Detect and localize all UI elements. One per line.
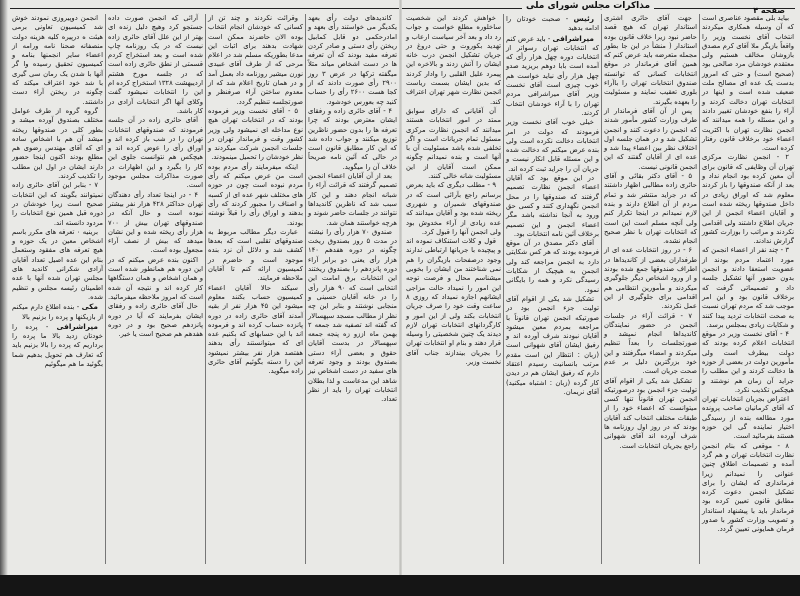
paragraph (12, 107, 103, 181)
paragraph (702, 330, 794, 395)
paragraph (308, 172, 397, 228)
paragraph (108, 116, 203, 190)
paragraph-text: اعتراض بجریان انتخابات تهران که آقای کرمانیان صاحب پرونده مورد مطالعه بنده از رسیدگی اختیار نماینده گی این حوزه هستند بفرمائید است. (702, 395, 794, 441)
column-3 (506, 14, 599, 397)
paragraph (208, 14, 303, 107)
paragraph-text: آرائی که انجمن صورت داده جستجو کرد وهیچ دلیل زنده ای بهتر از این علل آقای حائری زاده نیست که در یک روزنامه چاپ شده است و بعد استخراج کردم قسمتی از نطق حائری زاده است که در جلسه مورخ هشتم اردیبهشت ۱۳۲۸ استخراج کرده ام این را انتخابات نمیشود گفت وکلای آنها اگر انتخابات آزادی در کار باشد. (108, 14, 204, 115)
paragraph (506, 174, 599, 239)
paragraph-text: خواهش کردند این شخصیت ساخلوره مطلع خواست و جواب رد داد و بعد آخر سیاست ارعاب و تهدید بکوروت و حتی دروغ در جریان تشکیل انجمن درب خانه ایشان را آتش زدند و بالاخره این پیمرد علیل القلبی را وادار کردند که بدین ایشان بسمت ریاست انجمن نظارت شهر تهران اعتراف کند. (406, 14, 501, 106)
paragraph-text: - بنده اطلاع دارم میکنم از بازیکنها و پرده را بزنیم بالا (12, 303, 103, 321)
paragraph-text: ۴ - آقای نخست وزیر در موقع انتخابات اعلام کرده بودند که دولت بیطرف است ولی مأمورین دولت در بعضی از حوزه ها دخالت کردند و این مطلب را جراید آن زمان هم نوشتند و هیچکس تکذیب نکرد. (702, 330, 794, 394)
paragraph-text: ۳ - چند نفر از اعضاء انجمن که مورد اعتماد مردم بودند از عضویت استعفا دادند و انجمن بدون حضور آنها تشکیل جلسه داد و تصمیماتی گرفت که برخلاف قانون بود و این امر موجب شد که مردم تهران نسبت به صحت انتخابات تردید پیدا کنند و شکایات زیادی بمجلس برسد. (702, 246, 794, 329)
paragraph (208, 228, 303, 284)
paragraph (208, 284, 303, 377)
paragraph (702, 14, 794, 153)
column-divider (699, 14, 700, 564)
column-divider (205, 14, 206, 564)
paragraph (12, 181, 103, 227)
paragraph-text: ۴ - در اینجا تعداد رأی دهندگان تهران حداکثر ۴۲۸ هزار نفر بیشتر نبوده است و حال آنکه در صندوقهای تهران بیش از ۷۰۰ هزار رأی ریخته شده و این نشان میدهد که بیش از نصف آراء مجعول بوده است. (108, 190, 204, 255)
paragraph (604, 107, 697, 172)
paragraph (604, 246, 697, 311)
paragraph (308, 228, 397, 405)
paragraph-text: گروه گروه از طرف عوامل مختلف بصندوق آورده میشد و بطور کلی در صندوقها ریخته میشد آن هم با اشخاص ساده ای که آقای مهندس رضوی هم مطلع بودند اکنون اینجا حضور دارند ایشان در اول این مطلب را تکذیب کردند. (12, 106, 103, 181)
column-divider (305, 14, 306, 564)
paragraph-text: بیاید بلی مقصود عناصری است که آن وسیله همکاری میکردند انتخاب آقای نخست وزیر را واقعاً بازیگر ملا آقای کرم مصدق بازوشان مخالف هستیم ولی معتقدم خودشان مرد صالحی بود (صحیح است) و حتی که امروز بدست یک عده ای مصالح ملت ضعیف شده است و اینها در انتخابات تهران دخالت کردند و آراء را بنفع خودشان تغییر دادند و این مسئله را همه میدانند که انجمن نظارت تهران با اکثریت اعضاء خود برخلاف قانون رفتار کرده است. (702, 14, 794, 153)
speaker-name: میراشرافی (56, 321, 98, 331)
paragraph-text: قول و کلات استنکاف نموده اند و پیچیده با جریانها ارتباطی ندارند وجود درصفحات بازیگران را هم نمی شناختند من ایشان را بخوبی میشناسم محال و فرصت توجه این امور را نمیداد حالت مزاجی ایشانهم اجازه نمیداد که روزی ۸ ساعت وقت خود را صرف جریان انتخابات بکند ولی از این امور و کارگردانهای انتخابات تهران لازم دیدند یک چنین شخصیتی را وسیله قرار دهند و بنام او انتخابات تهران را بجریان بیندازند جناب آقای نخست وزیر. (406, 237, 501, 366)
paragraph-text: تشکیل شد یکی از اقوام آقای تولیت جزء انجمن بود درصورتیکه انجمن تهران قانوناً تنها کسی میتوانست که اعضاء خود را از طبقات مختلف انتخاب کند آقایان بودند که در روز اول روزنامه ها شرف آورده اند آقای شهوانی راجع بجریان انتخابات است. (604, 376, 697, 450)
paragraph-text: ۶ - در روز انتخابات عده ای از طرفداران بعضی از کاندیداها در اطراف صندوقها جمع شده بودند و از ورود اشخاص دیگر جلوگیری میکردند و مأمورین انتظامی هم اقدامی برای جلوگیری از این عمل نکردند. (604, 246, 697, 311)
paragraph-text: اینکه میفرمایند رأی مردم بوده است من عرض میکنم که رأی مردم نبوده است چون در حوزه های مختلف شهر عده ای از کسبه و اصناف را مجبور کردند که رأی بدهند و اوراق رأی را قبلاً نوشته بودند. (208, 162, 303, 227)
paragraph-text: در این موقع بود که آقایان اعضاء انجمن نظارت تصمیم گرفتند که صندوقها را در محل انجمن نگهداری کنند و کسی حق ورود به آنجا نداشته باشد مگر اعضاء انجمن و این تصمیم برخلاف آئین نامه انتخابات بود. (506, 174, 599, 238)
paragraph-text: ۴ - آقای حائری زاده و رفقای ایشان معترض بودند که چرا تعرفه ها را بدون حضور ناظرین توزیع میکنند و جواب داده شد که این کار مطابق قانون است در حالی که آئین نامه صریحاً خلاف آن را میگوید. (308, 106, 397, 171)
speaker-name: مکی (81, 302, 98, 312)
paragraph (12, 14, 103, 107)
column-4 (406, 14, 501, 367)
paragraph-text: خیلی خوب آقای نخست وزیر فرمودند که دولت در امر انتخابات دخالت نکرده است ولی بنده عرض میکنم که دخالت شده و این مسئله قابل انکار نیست و جریان آن را جراید ثبت کرده اند. (506, 118, 599, 173)
paragraph (406, 14, 501, 107)
paragraph (308, 14, 397, 107)
speaker-name: میراشرافی (552, 33, 594, 43)
column-7 (108, 14, 203, 339)
paragraph (506, 239, 599, 295)
paragraph (702, 246, 794, 330)
column-2 (604, 14, 697, 451)
paragraph (12, 322, 103, 369)
paragraph (604, 14, 697, 107)
paragraph (604, 172, 697, 246)
page-number: صفحه ۴ (753, 6, 785, 15)
paragraph-text: - پرده را خودتان زدید بالا ما پرده را برداریم که پرده را بالا بزنیم باید که تعارف هم تحویل بدهیم شما بگوئید ما هم میگوئیم (12, 322, 103, 368)
column-divider (105, 14, 106, 564)
paragraph-text: ۲ - انجمن نظارت مرکزی تهران آن وظایفی که قانون برای آن معین کرده بود انجام نداد و بعد از آنکه صندوقها را باز کردند معلوم شد که اوراق زیادی در داخل صندوقها ریخته شده است و آقایان اعضاء انجمن از این جریان اطلاع داشتند ولی اقدامی نکردند و مراتب را بوزارت کشور گزارش ندادند. (702, 153, 794, 246)
paragraph-text: ۷ - بنابر این آقای حائری زاده نمیتوانند بگویند که این انتخابات صحیح است زیرا خودشان در دوره قبل همین نوع انتخابات را مردود دانسته اند. (12, 181, 103, 227)
paragraph (12, 228, 103, 302)
paragraph-text: آقای حائری زاده در آن جلسه فرمودند که صندوقهای انتخابات تهران را در شب باز کرده اند و اوراق رأی را عوض کرده اند و هیچکس هم نتوانست جلوی این کار را بگیرد و این اظهارات در صورت مذاکرات مجلس موجود است. (108, 116, 203, 190)
paragraph-text: اکنون بنده عرض میکنم که در این دوره هم همانطور شده است و همان اشخاص و همان دستگاهها کار کرده اند و نتیجه آن شده است که امروز ملاحظه میفرمائید. (107, 255, 203, 301)
paragraph (406, 107, 501, 181)
page-fold (399, 0, 402, 580)
paragraph-text: ۵ - آقای نخست وزیر فرموده بودند که در انتخابات تهران هیچ نوع مداخله ای نمیشود ولی وزیر کشور وقت و فرماندار تهران در جلسات انجمن شرکت میکردند و نظر خودشان را تحمیل مینمودند. (208, 106, 303, 162)
paragraph-text: برینیه ۰ تعرفه های مکرر باسم اشخاص معین در یک حوزه و هیچ تعرفه های مفقود وستعمل بنام این عده اصیل تعداد آقایان آزادی شکرانی کاندید های مجلس تهران شده آنها با عده اطمینان رئیسه مجلس و تنظیم شده. (12, 227, 103, 301)
column-6 (208, 14, 303, 377)
column-divider (503, 14, 504, 564)
paragraph-text: - باید عرض کنم که انتخابات تهران رسواتر از انتخابات دوره چهل هزار رأی که آمده است بابا دوهم بریزید صدو چهل هزار رأی نباید خواست هم خوب چیزی است آقای نخست وزیر آقای میراشرافی مردم تهران را با آراء خودشان انتخاب کردند. (506, 34, 599, 117)
paragraph-text: ۵ - آقای دکتر بقائی و آقای حائری زاده مطالبی اظهار داشتند که در جراید منتشر شد و تمام مردم از آن اطلاع دارند و بنده لازم نمیدانم در اینجا تکرار کنم ولی آنچه مسلم است این است که انتخابات تهران با نظر صحیح انجام نشده. (604, 172, 697, 246)
paragraph-text: آن آقایانی که دارای سوابق ممتد در امور انتخابات هستند میدانند که انجمن نظارت مرکزی مسئول تمام جریانات است و اگر تخلفی شده باشد مسئولیت آن با آنها است و بنده نمیدانم چگونه ممکن است آقایان از این مسئولیت شانه خالی کنند. (406, 106, 501, 181)
paragraph-text: عبارت دیگر مطالب مربوط به صندوقهای تقلبی است که بعدها کشف شد و دلائل آن نزد بنده موجود است و حاضرم در کمیسیون ارائه کنم تا آقایان ملاحظه فرمایند. (208, 227, 303, 283)
paragraph (506, 118, 599, 174)
paragraph-text: - صحبت خودتان را ادامه بدهید (506, 15, 599, 33)
paragraph-text: ۸ - موقعی که بنام انجمن نظارت انتخابات تهران و هم گرد آمده و تصمیمات اطلاق چنین عنوانی را نمیدانم زیرا فرمانداری که ایشان را برای تشکیل انجمن دعوت کرده مطابق قانون تعیین کرده بود فرماندار باید با پیشنهاد استاندار و تصویب وزارت کشور با صدور فرمان همایونی تعیین گردد. (702, 441, 794, 534)
paragraph (506, 34, 599, 119)
column-divider (601, 14, 602, 564)
paragraph (108, 256, 203, 302)
paragraph-text: سیکند حالا آقایان اعضاء کمیسیون حساب بکنند معلوم میشود این ۴۵ هزار نفر از بقیه آمدند آقای حائری زاده در دوره پانزده حساب کرده اند و فرموده اند با این حسابهای که بکنیم عده ای که میتوانستند رأی بدهند هفتصد هزار نفر بیشتر نمیشود این را دسته بگوئیم آقای حائری زاده میگوید. (208, 283, 303, 376)
scan-edge (0, 575, 800, 596)
section-title: مذاکرات مجلس شورای ملی (522, 1, 654, 11)
paragraph (702, 153, 794, 246)
paragraph-text: تشکیل شد یکی از اقوام آقای تولیت جزء انجمن بود در صورتیکه انجمن تهران قانوناً با مراجعه بمردم معین میشود آقایان نبودند شرف آورده اند و رفیق ایشان آقای شهوانی است (زبان : انتظار این است مقدم مرتب بانسانیت رسیدم اعتقاد دارم که رفیق ایشان هم در دیدن کار گرده (زبان : اشتباه میکنید) آقای نریمان. (506, 294, 599, 396)
paragraph (702, 395, 794, 441)
paragraph-text: پس از آن آقای فرماندار از طرف وزارت کشور مأمور شدند که انجمن را دعوت کنند و انجمن تشکیل شد و در همان جلسه اول اختلاف نظر بین اعضاء پیدا شد و عده ای از آقایان گفتند که این انجمن قانونی نیست. (604, 106, 697, 171)
paragraph-text: بعد از آن آقایان اعضاء انجمن تصمیم گرفتند که قرائت آراء را شبانه انجام دهند و این کار سبب شد که ناظرین کاندیداها نتوانند در جلسات حاضر شوند و هرچه خواستند همان شد. (308, 172, 397, 227)
speaker-name: رئیس (573, 14, 594, 23)
paragraph-text: انجمن دوپیروزی نمودند خوش شد کمیسیون تعاونی برمی هیئت ه درپیره کلیه هزینه دولت منصفانه صحنا نامه ورامه از اعضاء سایر انجمنها بنامه و کمیسیون تحقیق رسیده وا گر آنها با شدن یک رمان سی گیری با شد خود اعتراف میکند که چگونه در ریختن آراء دست داشتند. (12, 14, 103, 106)
column-8 (12, 14, 103, 369)
paragraph-text: ۷ - قرائت آراء در جلسات انجمن در حضور نمایندگان کاندیداها انجام نمیشد و صورتجلسات را بعداً تنظیم میکردند و امضاء میگرفتند و این خود بزرگترین دلیل بر عدم صحت جریان است. (604, 311, 697, 376)
paragraph (108, 191, 203, 256)
paragraph-text: حال آقای حائری زاده و رفقای ایشان بفرمایند که آیا در دوره پانزدهم صحیح بود و در دوره هفدهم هم صحیح است یا خیر. (108, 302, 203, 339)
paragraph-text: ۹ - مطلب دیگری که باید بعرض برسانم راجع بآرائی است که در صندوقهای شمیران و شهرری ریخته شده بود و آقایان میدانند که عده زیادی از آراء مخدوش بود ولی انجمن آنها را قبول کرد. (406, 181, 501, 236)
paragraph (308, 107, 397, 172)
paragraph-text: وقرائت نکردند و چند تن از کسانی که خودشان انجام انتخاب بوده الان حاضرند ممکن است شهادت بدهند برای اثبات این مدعا بطوریکه مسلم شد در اعلام مرحی که از طرف آقای عبیدی نورن میشیر روزنامه داد بعمل آمد و در همان تاریخ اعلام شد که از معدوم ساختن آراء صرفنظر و صورتجلسه تنظیم گردد. (208, 14, 303, 106)
paragraph-text: جهت آقای حائری اشتری استاندار تهران که هیچ قصد حاضر نبود زیرا خلاف قانون بوده استاندار ( منشأ در این جا بطور مجمله متعرضه باید عرض کنم که همین آقای فرماندار در موقع انتخابات کسانی که توانسته صندوق انتخابات تهران را باآراء بلوری تعقیب نمایند و مسئولیت را بعهده بگیرند. (604, 14, 697, 106)
paragraph (406, 181, 501, 237)
paragraph (506, 14, 599, 34)
paragraph (604, 377, 697, 451)
paragraph-text: آقای دکتر مصدق در آن موقع فرموده بودند که هر کس شکایتی دارد به انجمن مراجعه کند ولی انجمن به هیچیک از شکایات رسیدگی نکرد و همه را بایگانی نمود. (506, 239, 599, 294)
paragraph-text: صندوق ۷۰ هزار رأی را نیشته در مدت ۵ روز بصندوق ریخت چگونه در دوره هفدهم ۱۴۰ هزار رأی یعنی دو برابر آراء دوره پانزدهم را بصندوق ریختند این انتخابات برق امامت این انتخابی است که ۹۰ هزار رأی را در خانه آقایان حسینی و منجابی نوشتند و بنابر این چه نظر از مطالب مسجد سپهسالار که گفته اند تصفیه شد جمعه ۲ بهمن ماه اززو زه پنجه جمعه سپهسالار در بدست آقایان حقوق و بعضی آراء دستی بصندوق بودند و وجود تعرفه های سفید در دست اشخاص نیز شاهد این مدعاست و لذا بطلان انتخابات تهران را باید از نظر تعداد. (308, 227, 397, 404)
column-1 (702, 14, 794, 535)
paragraph (12, 302, 103, 322)
paragraph (208, 107, 303, 163)
paragraph (108, 302, 203, 339)
paragraph (406, 237, 501, 367)
paragraph-text: کاندیدهای دولت رأی بعهد یکدیگر می خواستند رأی بعهد و امادرحکمی دو قابل کمابیل ریختن رأی دستی و صادر کردن تعرفه مفید بودند که آن تعرفه ها در دست اشخاص میاند مثلاً میگفته ترکها در عرض ۳ روز ۲۹۰۰ رأی صورت دادند که از کجا هست ۲۶۰۰ رأی را حساب کنید چه بعورس خودشود. (308, 14, 397, 106)
paragraph (108, 14, 203, 116)
column-5 (308, 14, 397, 404)
paragraph (208, 163, 303, 228)
paragraph (506, 295, 599, 397)
paragraph (604, 312, 697, 377)
paragraph (702, 442, 794, 535)
